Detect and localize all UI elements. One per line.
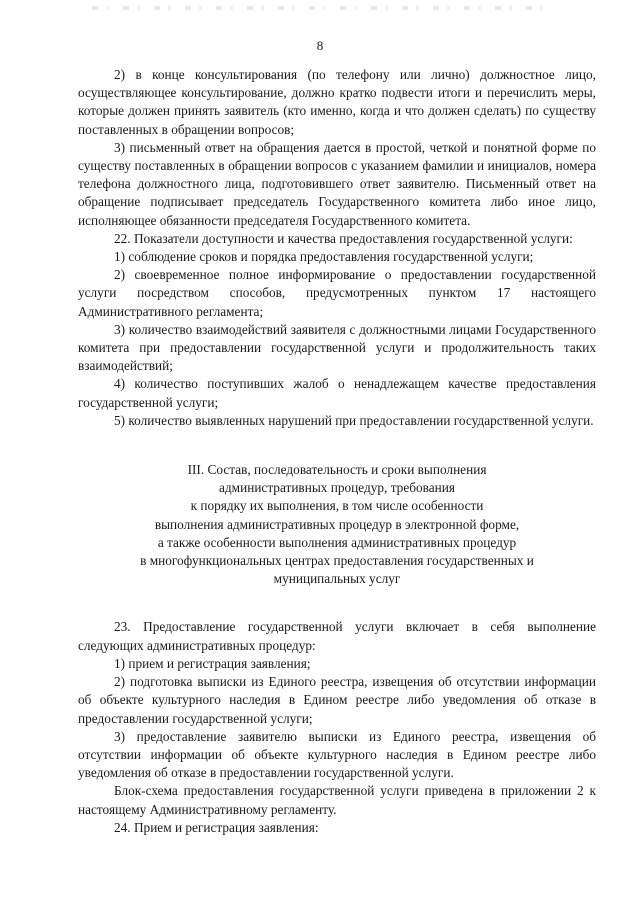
document-body bbox=[78, 66, 596, 837]
heading-line: выполнения административных процедур в электронной форме, bbox=[154, 516, 520, 532]
paragraph: 22. Показатели доступности и качества предоставления государственной услуги: bbox=[114, 230, 573, 246]
paragraph: 2) подготовка выписки из Единого реестра, извещения об отсутствии информации об объекте культурного наследия в Едином реестре либо уведомления об отказе в предоставлении государственной услуги; bbox=[78, 674, 596, 726]
paragraph: 24. Прием и регистрация заявления: bbox=[114, 819, 319, 835]
paragraph: 1) прием и регистрация заявления; bbox=[114, 655, 311, 671]
paragraph: 3) количество взаимодействий заявителя с должностными лицами Государственного комитета при предоставлении государственной услуги и продолжительность таких взаимодействий; bbox=[78, 321, 596, 374]
page-number: 8 bbox=[316, 38, 324, 53]
heading-line: III. Состав, последовательность и сроки выполнения bbox=[187, 462, 487, 478]
paragraph: 23. Предоставление государственной услуги включает в себя выполнение следующих административных процедур: bbox=[78, 619, 596, 653]
paragraph: 2) в конце консультирования (по телефону или лично) должностное лицо, осуществляющее консультирование, должно кратко подвести итоги и перечислить меры, которые должен принять заявитель (кто именно, когда и что должен сделать) по существу поставленных в обращении вопросов; bbox=[78, 67, 596, 137]
heading-line: муниципальных услуг bbox=[273, 571, 401, 587]
paragraph: 2) своевременное полное информирование о предоставлении государственной услуги посредством способов, предусмотренных пунктом 17 настоящего Административного регламента; bbox=[78, 267, 596, 319]
heading-line: а также особенности выполнения административных процедур bbox=[157, 534, 517, 550]
paragraph: 1) соблюдение сроков и порядка предоставления государственной услуги; bbox=[114, 249, 534, 265]
section-heading bbox=[78, 461, 596, 588]
heading-line: к порядку их выполнения, в том числе особенности bbox=[190, 498, 484, 514]
paragraph: 3) предоставление заявителю выписки из Единого реестра, извещения об отсутствии информации об объекте культурного наследия в Едином реестре либо уведомления об отказе в предоставлении государственной услуги. bbox=[78, 728, 596, 781]
paragraph: 4) количество поступивших жалоб о ненадлежащем качестве предоставления государственной услуги; bbox=[78, 376, 596, 410]
heading-line: административных процедур, требования bbox=[219, 480, 455, 496]
heading-line: в многофункциональных центрах предоставления государственных и bbox=[140, 553, 534, 569]
paragraph: 5) количество выявленных нарушений при предоставлении государственной услуги. bbox=[114, 412, 594, 428]
paragraph: Блок-схема предоставления государственной услуги приведена в приложении 2 к настоящему Административному регламенту. bbox=[78, 783, 596, 817]
scan-artifact bbox=[92, 6, 552, 10]
paragraph: 3) письменный ответ на обращения дается в простой, четкой и понятной форме по существу поставленных в обращении вопросов с указанием фамилии и инициалов, номера телефона должностного лица, подготовившего ответ заявителю. Письменный ответ на обращение подписывает председатель Государственного комитета либо иное лицо, исполняющее обязанности председателя Государственного комитета. bbox=[78, 139, 596, 228]
